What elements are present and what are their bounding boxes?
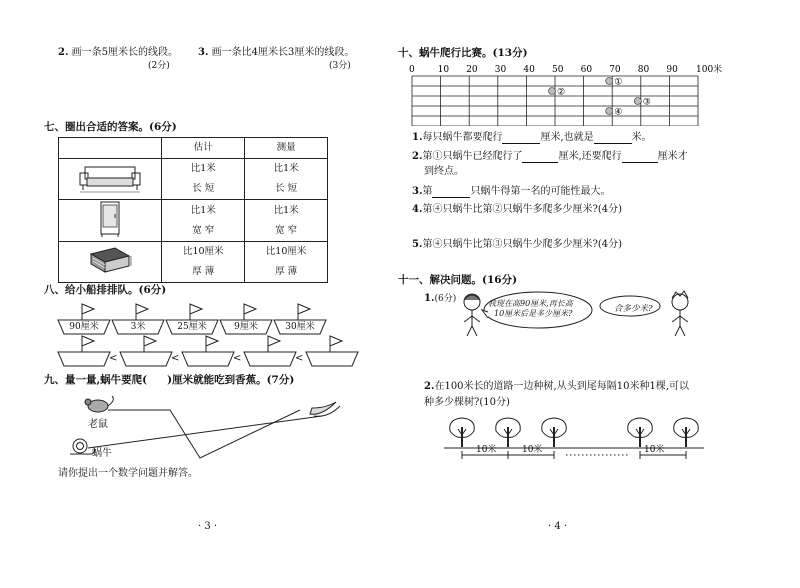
row3-est-ref: 比10厘米 <box>182 246 224 257</box>
s11-q1-number: 1. <box>424 293 435 304</box>
q3-line <box>198 46 354 59</box>
s10-q1-text-c: 米。 <box>631 132 652 143</box>
s10-q2-blank-2[interactable] <box>622 151 658 163</box>
wardrobe-icon <box>59 200 162 242</box>
race-scale-label: 30 <box>494 65 507 75</box>
s10-q3-number: 3. <box>412 186 423 197</box>
boat-label: 9厘米 <box>234 322 258 332</box>
q3-score: (3分) <box>329 61 351 71</box>
race-scale-label: 10 <box>437 65 450 75</box>
s10-q1-blank-2[interactable] <box>594 132 632 144</box>
race-snail-label: ④ <box>614 107 623 118</box>
row3-est-choice[interactable]: 厚 薄 <box>192 266 215 277</box>
header-estimate: 估计 <box>162 138 245 159</box>
q3-number: 3. <box>198 47 209 58</box>
tree-icon <box>450 418 475 447</box>
race-scale-label: 50 <box>552 65 564 75</box>
less-than-sign: < <box>295 353 304 364</box>
header-measure: 测量 <box>245 138 328 159</box>
speech-bubble-2-text: 合多少米? <box>614 304 653 314</box>
labelled-boat <box>164 302 220 338</box>
tree-row-figure <box>440 415 710 465</box>
s10-q1-text-a: 每只蜗牛都要爬行 <box>422 132 503 143</box>
race-snail-label: ② <box>557 87 566 98</box>
s10-q4 <box>412 203 622 216</box>
s10-q2-text-a: 第①只蜗牛已经爬行了 <box>422 151 523 162</box>
tree-icon <box>628 418 653 447</box>
tree-gap-label-1: 10米 <box>476 445 497 455</box>
section-9-title <box>44 374 294 387</box>
bubble-1-line-2: 10厘米后是多少厘米? <box>494 309 573 318</box>
section-10-title: 十、蜗牛爬行比赛。(13分) <box>398 47 528 59</box>
race-snail-label: ① <box>614 77 623 88</box>
s10-q2-text-b: 厘米,还要爬行 <box>558 151 622 162</box>
s10-q3-text-a: 第 <box>422 186 433 197</box>
estimate-table <box>58 137 328 283</box>
section-7-title: 七、圈出合适的答案。(6分) <box>44 121 177 133</box>
blank-boat[interactable] <box>180 334 236 370</box>
row2-est-ref: 比1米 <box>190 204 216 216</box>
race-snail-icon <box>549 88 556 95</box>
blank-boat[interactable] <box>118 334 174 370</box>
s10-q4-number: 4. <box>412 204 423 215</box>
s10-q2-text-c: 厘米才 <box>657 151 688 162</box>
q3-text: 画一条比4厘米长3厘米的线段。 <box>211 47 355 58</box>
race-snail-label: ③ <box>642 97 651 108</box>
s11-q2-text-1: 在100米长的道路一边种树,从头到尾每隔10米种1棵,可以 <box>434 381 689 392</box>
snail-label: 蜗牛 <box>92 448 112 459</box>
row1-est-ref: 比1米 <box>190 163 216 174</box>
s11-q1-score: (6分) <box>434 294 457 304</box>
s10-q5 <box>412 238 622 251</box>
race-scale-label: 100米 <box>696 65 723 75</box>
race-scale-label: 60 <box>580 65 593 75</box>
race-scale-label: 0 <box>409 65 415 75</box>
s10-q3-text-b: 只蜗牛得第一名的可能性最大。 <box>470 186 611 197</box>
page-number-3: · 3 · <box>198 521 218 532</box>
q2-line <box>58 46 178 59</box>
section-8-title: 八、给小船排排队。(6分) <box>44 284 167 296</box>
tree-icon <box>542 418 567 447</box>
race-snail-icon <box>606 108 613 115</box>
race-scale-label: 20 <box>466 65 478 75</box>
row3-meas-ref: 比10厘米 <box>265 246 307 257</box>
less-than-sign: < <box>171 353 180 364</box>
s10-q2 <box>412 150 688 163</box>
race-scale-label: 70 <box>609 65 621 75</box>
tree-icon <box>674 418 699 447</box>
section-9-title-part2: )厘米就能吃到香蕉。(7分) <box>167 374 295 386</box>
s10-q5-number: 5. <box>412 239 423 250</box>
speech-bubble-1-text <box>488 299 573 319</box>
q2-score: (2分) <box>148 61 170 71</box>
s10-q2-number: 2. <box>412 151 423 162</box>
race-scale-label: 80 <box>637 65 650 75</box>
s11-q2-line1 <box>424 380 689 393</box>
girl-icon <box>464 294 480 336</box>
less-than-sign: < <box>109 353 118 364</box>
row1-meas-choice[interactable]: 长 短 <box>275 183 298 194</box>
tree-icon <box>496 418 521 447</box>
s10-q2-cont: 到终点。 <box>424 166 464 177</box>
tree-gap-label-2: 10米 <box>522 445 543 455</box>
labelled-boat <box>218 302 274 338</box>
less-than-sign: < <box>233 353 242 364</box>
bubble-1-line-1: 我现在高90厘米,再长高 <box>488 299 573 308</box>
row3-meas-choice[interactable]: 厚 薄 <box>275 266 298 277</box>
section-11-title: 十一、解决问题。(16分) <box>398 274 518 286</box>
s10-q5-text: 第④只蜗牛比第③只蜗牛少爬多少厘米?(4分) <box>422 239 622 250</box>
section-9-prompt: 请你提出一个数学问题并解答。 <box>58 468 198 479</box>
row2-est-choice[interactable]: 宽 窄 <box>192 224 215 236</box>
boat-label: 90厘米 <box>69 322 99 332</box>
s10-q1-blank-1[interactable] <box>502 132 540 144</box>
row1-meas-ref: 比1米 <box>273 163 299 174</box>
s10-q4-text: 第④只蜗牛比第②只蜗牛多爬多少厘米?(4分) <box>422 204 622 215</box>
race-scale-label: 40 <box>523 65 535 75</box>
snail-race-grid <box>404 62 734 126</box>
s11-q2-line2: 种多少棵树?(10分) <box>424 397 510 408</box>
section-9-title-part1: 九、量一量,蜗牛要爬( <box>44 374 148 386</box>
snail-icon <box>70 439 95 454</box>
labelled-boat <box>272 302 328 338</box>
s10-q1-number: 1. <box>412 132 423 143</box>
q2-number: 2. <box>58 47 69 58</box>
s11-q2-number: 2. <box>424 381 435 392</box>
blank-boat[interactable] <box>304 334 360 370</box>
blank-boat[interactable] <box>56 334 112 370</box>
boat-label: 3米 <box>130 322 146 332</box>
page-number-4: · 4 · <box>548 521 568 532</box>
boat-label: 25厘米 <box>177 322 207 332</box>
s10-q3-blank[interactable] <box>432 186 470 198</box>
race-snail-icon <box>606 78 613 85</box>
blank-boat[interactable] <box>242 334 298 370</box>
row2-meas-ref: 比1米 <box>273 204 299 216</box>
s10-q1 <box>412 131 652 144</box>
tree-gap-label-3: 10米 <box>644 445 665 455</box>
mouse-label: 老鼠 <box>88 419 108 430</box>
boat-label: 30厘米 <box>285 322 315 332</box>
row2-meas-choice[interactable]: 宽 窄 <box>275 224 298 236</box>
labelled-boat <box>56 302 112 338</box>
race-scale-label: 90 <box>666 65 678 75</box>
row1-est-choice[interactable]: 长 短 <box>192 183 215 194</box>
banana-icon <box>310 402 340 416</box>
s11-q1-head <box>424 292 456 306</box>
sofa-icon <box>59 159 162 200</box>
q2-text: 画一条5厘米长的线段。 <box>71 47 179 58</box>
s10-q2-blank-1[interactable] <box>522 151 558 163</box>
s10-q1-text-b: 厘米,也就是 <box>540 132 594 143</box>
labelled-boat <box>110 302 166 338</box>
s10-q3 <box>412 185 610 198</box>
boy-icon <box>672 291 688 336</box>
race-snail-icon <box>634 98 641 105</box>
book-stack-icon <box>59 242 162 283</box>
